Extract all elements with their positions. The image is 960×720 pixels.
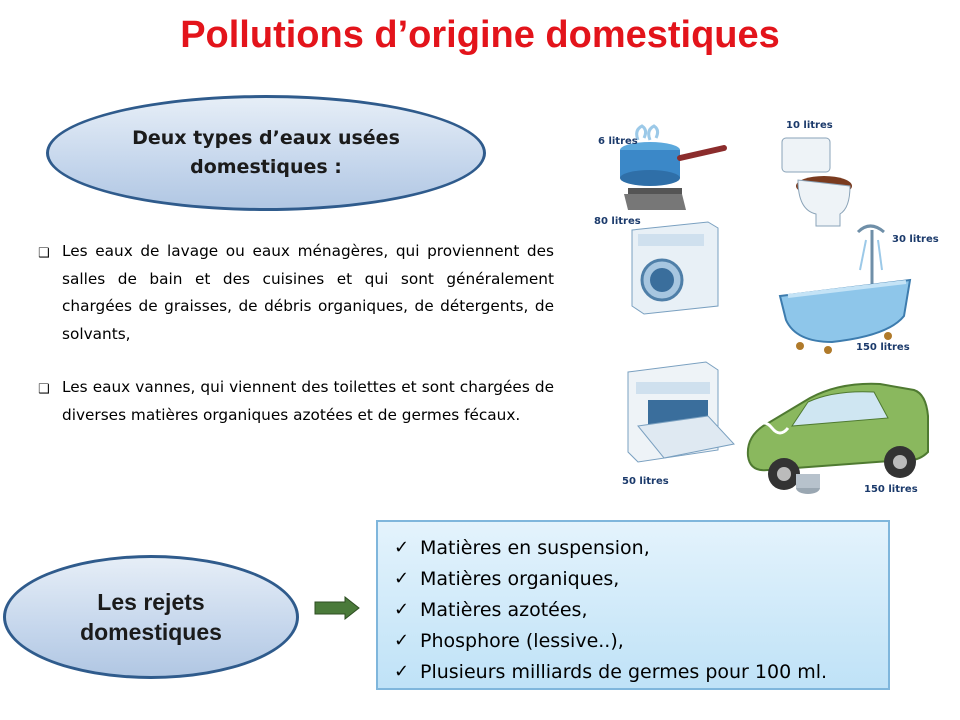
bath-liters-label: 150 litres [856, 342, 910, 353]
bathtub-icon [780, 226, 910, 354]
page-title: Pollutions d’origine domestiques [180, 14, 780, 56]
checkmark-icon: ✓ [394, 599, 410, 620]
dishwasher-icon [628, 362, 734, 462]
list-item [394, 532, 888, 563]
list-item [394, 625, 888, 656]
oval-line-2: domestiques : [190, 156, 342, 178]
bullet-text: Les eaux vannes, qui viennent des toilettes et sont chargées de diverses matières organiques azotées et de germes fécaux. [62, 378, 554, 424]
car-wash-icon [748, 384, 928, 494]
bullet-item [38, 238, 554, 348]
right-arrow-icon [313, 596, 361, 620]
bullet-list [38, 238, 554, 455]
list-item [394, 594, 888, 625]
rejets-list [376, 520, 890, 690]
checkmark-icon: ✓ [394, 661, 410, 682]
car-liters-label: 150 litres [864, 484, 918, 495]
washing-machine-icon [632, 222, 718, 314]
checkmark-icon: ✓ [394, 630, 410, 651]
list-item-text: Matières azotées, [420, 598, 588, 621]
checkmark-icon: ✓ [394, 537, 410, 558]
water-usage-illustration [588, 110, 950, 502]
bullet-text: Les eaux de lavage ou eaux ménagères, qui proviennent des salles de bain et des cuisines et qui sont généralement chargées de graisses, de débris organiques, de détergents, de solvants, [62, 242, 554, 343]
list-item-text: Phosphore (lessive..), [420, 629, 624, 652]
shower-liters-label: 30 litres [892, 234, 939, 245]
oval-line-1: Deux types d’eaux usées [132, 127, 400, 149]
checkmark-icon: ✓ [394, 568, 410, 589]
list-item-text: Matières en suspension, [420, 536, 650, 559]
list-item [394, 656, 888, 687]
toilet-liters-label: 10 litres [786, 120, 833, 131]
cooking-liters-label: 6 litres [598, 136, 638, 147]
washing-machine-liters-label: 80 litres [594, 216, 641, 227]
oval-line-1: Les rejets [97, 589, 205, 615]
rejets-oval [3, 555, 299, 679]
list-item-text: Plusieurs milliards de germes pour 100 ml. [420, 660, 828, 683]
checkbox-bullet-icon: ❑ [38, 382, 50, 397]
oval-line-2: domestiques [80, 619, 222, 645]
types-eaux-oval [46, 95, 486, 211]
list-item-text: Matières organiques, [420, 567, 620, 590]
dishwasher-liters-label: 50 litres [622, 476, 669, 487]
toilet-icon [782, 138, 852, 226]
list-item [394, 563, 888, 594]
checkbox-bullet-icon: ❑ [38, 246, 50, 261]
bullet-item [38, 374, 554, 429]
